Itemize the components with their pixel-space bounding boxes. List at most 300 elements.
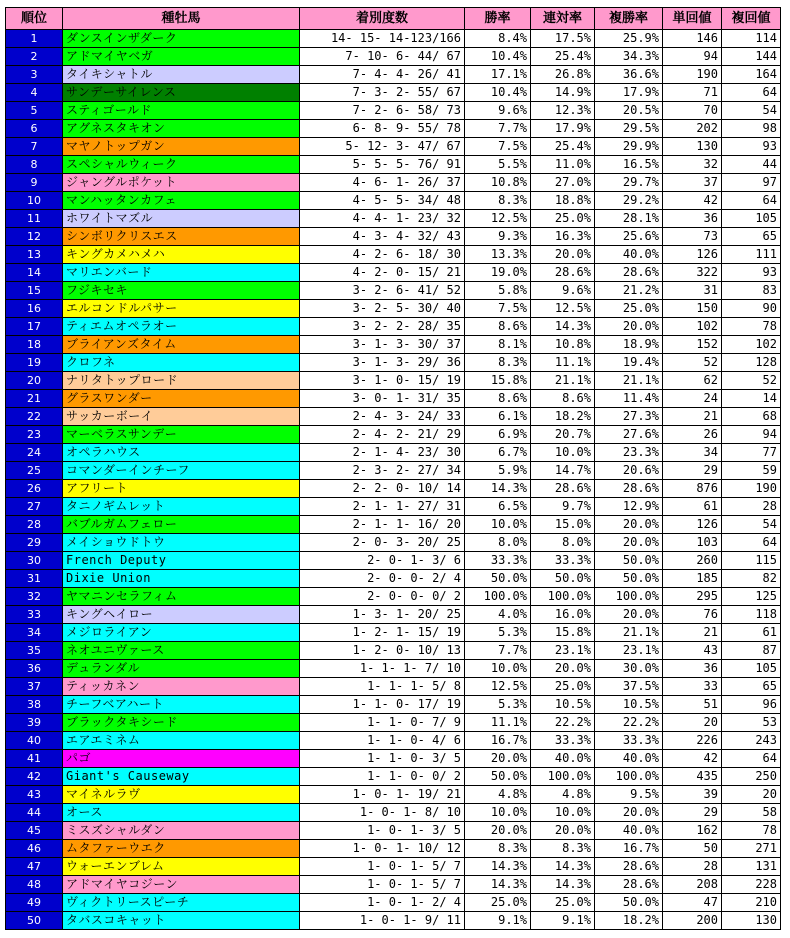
sire-name-cell: マンハッタンカフェ bbox=[63, 192, 300, 210]
win-rate-cell: 10.0% bbox=[465, 660, 531, 678]
win-rate-cell: 4.8% bbox=[465, 786, 531, 804]
rank-cell: 13 bbox=[6, 246, 63, 264]
quinella-rate-cell: 10.8% bbox=[531, 336, 595, 354]
sire-name-cell: ダンスインザダーク bbox=[63, 30, 300, 48]
quinella-rate-cell: 20.0% bbox=[531, 822, 595, 840]
show-return-cell: 64 bbox=[722, 750, 781, 768]
sire-name-cell: ムタファーウエク bbox=[63, 840, 300, 858]
show-return-cell: 243 bbox=[722, 732, 781, 750]
sire-name-cell: キングヘイロー bbox=[63, 606, 300, 624]
win-return-cell: 146 bbox=[663, 30, 722, 48]
quinella-rate-cell: 14.3% bbox=[531, 876, 595, 894]
win-rate-cell: 5.8% bbox=[465, 282, 531, 300]
sire-stats-table bbox=[5, 7, 781, 930]
win-rate-cell: 5.9% bbox=[465, 462, 531, 480]
record-cell: 1- 2- 0- 10/ 13 bbox=[300, 642, 465, 660]
sire-name-cell: デュランダル bbox=[63, 660, 300, 678]
record-cell: 2- 1- 1- 27/ 31 bbox=[300, 498, 465, 516]
show-return-cell: 14 bbox=[722, 390, 781, 408]
win-rate-cell: 14.3% bbox=[465, 876, 531, 894]
win-return-cell: 162 bbox=[663, 822, 722, 840]
sire-name-cell: マヤノトップガン bbox=[63, 138, 300, 156]
table-row bbox=[6, 516, 781, 534]
rank-cell: 30 bbox=[6, 552, 63, 570]
record-cell: 2- 0- 0- 2/ 4 bbox=[300, 570, 465, 588]
sire-name-cell: アドマイヤベガ bbox=[63, 48, 300, 66]
record-cell: 1- 0- 1- 8/ 10 bbox=[300, 804, 465, 822]
show-return-cell: 61 bbox=[722, 624, 781, 642]
win-rate-cell: 10.0% bbox=[465, 804, 531, 822]
table-row bbox=[6, 192, 781, 210]
win-rate-cell: 7.5% bbox=[465, 138, 531, 156]
table-row bbox=[6, 642, 781, 660]
show-return-cell: 125 bbox=[722, 588, 781, 606]
win-return-cell: 102 bbox=[663, 318, 722, 336]
table-row bbox=[6, 804, 781, 822]
show-return-cell: 164 bbox=[722, 66, 781, 84]
show-rate-cell: 20.0% bbox=[595, 606, 663, 624]
rank-cell: 45 bbox=[6, 822, 63, 840]
sire-name-cell: メジロライアン bbox=[63, 624, 300, 642]
record-cell: 1- 0- 1- 9/ 11 bbox=[300, 912, 465, 930]
table-row bbox=[6, 300, 781, 318]
quinella-rate-cell: 25.0% bbox=[531, 894, 595, 912]
win-rate-cell: 4.0% bbox=[465, 606, 531, 624]
rank-cell: 23 bbox=[6, 426, 63, 444]
record-cell: 2- 1- 4- 23/ 30 bbox=[300, 444, 465, 462]
quinella-rate-cell: 28.6% bbox=[531, 480, 595, 498]
sire-name-cell: アドマイヤコジーン bbox=[63, 876, 300, 894]
sire-name-cell: ジャングルポケット bbox=[63, 174, 300, 192]
rank-cell: 27 bbox=[6, 498, 63, 516]
show-rate-cell: 22.2% bbox=[595, 714, 663, 732]
show-rate-cell: 28.1% bbox=[595, 210, 663, 228]
quinella-rate-cell: 14.3% bbox=[531, 318, 595, 336]
win-return-cell: 126 bbox=[663, 516, 722, 534]
record-cell: 1- 1- 0- 7/ 9 bbox=[300, 714, 465, 732]
win-return-cell: 200 bbox=[663, 912, 722, 930]
win-rate-cell: 14.3% bbox=[465, 858, 531, 876]
show-rate-cell: 30.0% bbox=[595, 660, 663, 678]
rank-cell: 16 bbox=[6, 300, 63, 318]
rank-cell: 8 bbox=[6, 156, 63, 174]
table-row bbox=[6, 66, 781, 84]
show-return-cell: 111 bbox=[722, 246, 781, 264]
table-row bbox=[6, 624, 781, 642]
table-row bbox=[6, 732, 781, 750]
header-sire: 種牡馬 bbox=[63, 8, 300, 30]
win-return-cell: 43 bbox=[663, 642, 722, 660]
rank-cell: 40 bbox=[6, 732, 63, 750]
show-rate-cell: 34.3% bbox=[595, 48, 663, 66]
show-return-cell: 102 bbox=[722, 336, 781, 354]
sire-name-cell: タバスコキャット bbox=[63, 912, 300, 930]
show-return-cell: 271 bbox=[722, 840, 781, 858]
record-cell: 1- 0- 1- 5/ 7 bbox=[300, 876, 465, 894]
show-rate-cell: 29.2% bbox=[595, 192, 663, 210]
win-rate-cell: 8.6% bbox=[465, 390, 531, 408]
show-rate-cell: 50.0% bbox=[595, 894, 663, 912]
header-row bbox=[6, 8, 781, 30]
sire-name-cell: サンデーサイレンス bbox=[63, 84, 300, 102]
show-return-cell: 190 bbox=[722, 480, 781, 498]
rank-cell: 31 bbox=[6, 570, 63, 588]
win-return-cell: 152 bbox=[663, 336, 722, 354]
record-cell: 7- 4- 4- 26/ 41 bbox=[300, 66, 465, 84]
win-return-cell: 37 bbox=[663, 174, 722, 192]
table-row bbox=[6, 768, 781, 786]
table-row bbox=[6, 372, 781, 390]
record-cell: 1- 0- 1- 2/ 4 bbox=[300, 894, 465, 912]
rank-cell: 18 bbox=[6, 336, 63, 354]
table-row bbox=[6, 426, 781, 444]
quinella-rate-cell: 10.0% bbox=[531, 444, 595, 462]
table-row bbox=[6, 318, 781, 336]
show-return-cell: 65 bbox=[722, 228, 781, 246]
show-return-cell: 114 bbox=[722, 30, 781, 48]
show-rate-cell: 9.5% bbox=[595, 786, 663, 804]
win-rate-cell: 6.9% bbox=[465, 426, 531, 444]
show-rate-cell: 36.6% bbox=[595, 66, 663, 84]
show-return-cell: 65 bbox=[722, 678, 781, 696]
show-return-cell: 54 bbox=[722, 102, 781, 120]
table-row bbox=[6, 714, 781, 732]
table-row bbox=[6, 210, 781, 228]
sire-name-cell: バブルガムフェロー bbox=[63, 516, 300, 534]
sire-name-cell: タニノギムレット bbox=[63, 498, 300, 516]
show-rate-cell: 50.0% bbox=[595, 570, 663, 588]
win-return-cell: 36 bbox=[663, 210, 722, 228]
win-rate-cell: 15.8% bbox=[465, 372, 531, 390]
rank-cell: 9 bbox=[6, 174, 63, 192]
win-rate-cell: 10.8% bbox=[465, 174, 531, 192]
win-rate-cell: 7.7% bbox=[465, 120, 531, 138]
record-cell: 2- 0- 0- 0/ 2 bbox=[300, 588, 465, 606]
record-cell: 3- 0- 1- 31/ 35 bbox=[300, 390, 465, 408]
show-return-cell: 83 bbox=[722, 282, 781, 300]
table-row bbox=[6, 84, 781, 102]
table-row bbox=[6, 912, 781, 930]
quinella-rate-cell: 40.0% bbox=[531, 750, 595, 768]
record-cell: 14- 15- 14-123/166 bbox=[300, 30, 465, 48]
win-rate-cell: 19.0% bbox=[465, 264, 531, 282]
win-rate-cell: 5.3% bbox=[465, 696, 531, 714]
sire-name-cell: Giant's Causeway bbox=[63, 768, 300, 786]
show-return-cell: 105 bbox=[722, 210, 781, 228]
rank-cell: 43 bbox=[6, 786, 63, 804]
sire-name-cell: エアエミネム bbox=[63, 732, 300, 750]
quinella-rate-cell: 9.1% bbox=[531, 912, 595, 930]
quinella-rate-cell: 27.0% bbox=[531, 174, 595, 192]
win-return-cell: 29 bbox=[663, 462, 722, 480]
win-return-cell: 260 bbox=[663, 552, 722, 570]
show-rate-cell: 29.5% bbox=[595, 120, 663, 138]
rank-cell: 2 bbox=[6, 48, 63, 66]
show-rate-cell: 12.9% bbox=[595, 498, 663, 516]
win-return-cell: 42 bbox=[663, 192, 722, 210]
rank-cell: 37 bbox=[6, 678, 63, 696]
record-cell: 3- 2- 2- 28/ 35 bbox=[300, 318, 465, 336]
show-return-cell: 228 bbox=[722, 876, 781, 894]
quinella-rate-cell: 16.0% bbox=[531, 606, 595, 624]
record-cell: 4- 2- 6- 18/ 30 bbox=[300, 246, 465, 264]
show-rate-cell: 29.7% bbox=[595, 174, 663, 192]
win-rate-cell: 33.3% bbox=[465, 552, 531, 570]
show-rate-cell: 37.5% bbox=[595, 678, 663, 696]
sire-name-cell: スペシャルウィーク bbox=[63, 156, 300, 174]
show-rate-cell: 28.6% bbox=[595, 480, 663, 498]
show-rate-cell: 16.7% bbox=[595, 840, 663, 858]
win-rate-cell: 12.5% bbox=[465, 210, 531, 228]
win-return-cell: 61 bbox=[663, 498, 722, 516]
win-rate-cell: 6.7% bbox=[465, 444, 531, 462]
sire-name-cell: French Deputy bbox=[63, 552, 300, 570]
sire-name-cell: Dixie Union bbox=[63, 570, 300, 588]
table-row bbox=[6, 282, 781, 300]
table-row bbox=[6, 354, 781, 372]
quinella-rate-cell: 21.1% bbox=[531, 372, 595, 390]
win-return-cell: 126 bbox=[663, 246, 722, 264]
record-cell: 4- 5- 5- 34/ 48 bbox=[300, 192, 465, 210]
show-return-cell: 115 bbox=[722, 552, 781, 570]
sire-name-cell: チーフベアハート bbox=[63, 696, 300, 714]
table-row bbox=[6, 228, 781, 246]
win-return-cell: 130 bbox=[663, 138, 722, 156]
rank-cell: 7 bbox=[6, 138, 63, 156]
sire-name-cell: オース bbox=[63, 804, 300, 822]
win-rate-cell: 50.0% bbox=[465, 768, 531, 786]
table-row bbox=[6, 390, 781, 408]
quinella-rate-cell: 18.8% bbox=[531, 192, 595, 210]
record-cell: 7- 3- 2- 55/ 67 bbox=[300, 84, 465, 102]
sire-name-cell: グラスワンダー bbox=[63, 390, 300, 408]
win-rate-cell: 10.4% bbox=[465, 84, 531, 102]
show-rate-cell: 20.0% bbox=[595, 318, 663, 336]
show-return-cell: 131 bbox=[722, 858, 781, 876]
sire-name-cell: マリエンバード bbox=[63, 264, 300, 282]
record-cell: 1- 1- 0- 0/ 2 bbox=[300, 768, 465, 786]
quinella-rate-cell: 25.0% bbox=[531, 678, 595, 696]
record-cell: 2- 0- 1- 3/ 6 bbox=[300, 552, 465, 570]
record-cell: 1- 1- 0- 17/ 19 bbox=[300, 696, 465, 714]
quinella-rate-cell: 12.3% bbox=[531, 102, 595, 120]
quinella-rate-cell: 100.0% bbox=[531, 768, 595, 786]
table-row bbox=[6, 48, 781, 66]
quinella-rate-cell: 33.3% bbox=[531, 552, 595, 570]
quinella-rate-cell: 26.8% bbox=[531, 66, 595, 84]
show-rate-cell: 21.1% bbox=[595, 624, 663, 642]
record-cell: 1- 0- 1- 19/ 21 bbox=[300, 786, 465, 804]
win-return-cell: 28 bbox=[663, 858, 722, 876]
record-cell: 5- 5- 5- 76/ 91 bbox=[300, 156, 465, 174]
show-return-cell: 250 bbox=[722, 768, 781, 786]
show-return-cell: 44 bbox=[722, 156, 781, 174]
win-rate-cell: 9.3% bbox=[465, 228, 531, 246]
show-return-cell: 90 bbox=[722, 300, 781, 318]
table-row bbox=[6, 156, 781, 174]
rank-cell: 32 bbox=[6, 588, 63, 606]
table-row bbox=[6, 444, 781, 462]
show-return-cell: 78 bbox=[722, 822, 781, 840]
quinella-rate-cell: 8.0% bbox=[531, 534, 595, 552]
rank-cell: 14 bbox=[6, 264, 63, 282]
sire-name-cell: コマンダーインチーフ bbox=[63, 462, 300, 480]
rank-cell: 20 bbox=[6, 372, 63, 390]
quinella-rate-cell: 14.3% bbox=[531, 858, 595, 876]
quinella-rate-cell: 8.6% bbox=[531, 390, 595, 408]
show-return-cell: 87 bbox=[722, 642, 781, 660]
show-rate-cell: 40.0% bbox=[595, 822, 663, 840]
quinella-rate-cell: 8.3% bbox=[531, 840, 595, 858]
show-return-cell: 54 bbox=[722, 516, 781, 534]
table-row bbox=[6, 696, 781, 714]
show-rate-cell: 29.9% bbox=[595, 138, 663, 156]
win-return-cell: 435 bbox=[663, 768, 722, 786]
show-return-cell: 64 bbox=[722, 192, 781, 210]
quinella-rate-cell: 25.0% bbox=[531, 210, 595, 228]
show-return-cell: 97 bbox=[722, 174, 781, 192]
show-rate-cell: 20.0% bbox=[595, 804, 663, 822]
table-row bbox=[6, 840, 781, 858]
sire-name-cell: ヤマニンセラフィム bbox=[63, 588, 300, 606]
record-cell: 3- 1- 3- 30/ 37 bbox=[300, 336, 465, 354]
table-row bbox=[6, 660, 781, 678]
show-rate-cell: 27.3% bbox=[595, 408, 663, 426]
show-return-cell: 130 bbox=[722, 912, 781, 930]
win-return-cell: 226 bbox=[663, 732, 722, 750]
rank-cell: 12 bbox=[6, 228, 63, 246]
win-rate-cell: 10.0% bbox=[465, 516, 531, 534]
show-return-cell: 98 bbox=[722, 120, 781, 138]
rank-cell: 10 bbox=[6, 192, 63, 210]
win-rate-cell: 5.3% bbox=[465, 624, 531, 642]
show-rate-cell: 18.9% bbox=[595, 336, 663, 354]
show-return-cell: 20 bbox=[722, 786, 781, 804]
quinella-rate-cell: 10.5% bbox=[531, 696, 595, 714]
table-row bbox=[6, 534, 781, 552]
rank-cell: 44 bbox=[6, 804, 63, 822]
quinella-rate-cell: 11.1% bbox=[531, 354, 595, 372]
show-rate-cell: 100.0% bbox=[595, 768, 663, 786]
win-rate-cell: 10.4% bbox=[465, 48, 531, 66]
record-cell: 1- 0- 1- 5/ 7 bbox=[300, 858, 465, 876]
win-return-cell: 70 bbox=[663, 102, 722, 120]
table-row bbox=[6, 120, 781, 138]
win-rate-cell: 20.0% bbox=[465, 822, 531, 840]
show-return-cell: 128 bbox=[722, 354, 781, 372]
show-return-cell: 64 bbox=[722, 534, 781, 552]
show-rate-cell: 21.2% bbox=[595, 282, 663, 300]
record-cell: 6- 8- 9- 55/ 78 bbox=[300, 120, 465, 138]
sire-name-cell: ブラックタキシード bbox=[63, 714, 300, 732]
quinella-rate-cell: 25.4% bbox=[531, 138, 595, 156]
show-return-cell: 64 bbox=[722, 84, 781, 102]
show-rate-cell: 28.6% bbox=[595, 264, 663, 282]
show-return-cell: 68 bbox=[722, 408, 781, 426]
win-rate-cell: 8.3% bbox=[465, 840, 531, 858]
win-return-cell: 150 bbox=[663, 300, 722, 318]
win-return-cell: 185 bbox=[663, 570, 722, 588]
win-return-cell: 47 bbox=[663, 894, 722, 912]
win-rate-cell: 7.7% bbox=[465, 642, 531, 660]
quinella-rate-cell: 23.1% bbox=[531, 642, 595, 660]
show-return-cell: 118 bbox=[722, 606, 781, 624]
rank-cell: 1 bbox=[6, 30, 63, 48]
quinella-rate-cell: 12.5% bbox=[531, 300, 595, 318]
show-rate-cell: 11.4% bbox=[595, 390, 663, 408]
rank-cell: 21 bbox=[6, 390, 63, 408]
quinella-rate-cell: 14.7% bbox=[531, 462, 595, 480]
win-return-cell: 24 bbox=[663, 390, 722, 408]
rank-cell: 39 bbox=[6, 714, 63, 732]
sire-name-cell: キングカメハメハ bbox=[63, 246, 300, 264]
show-rate-cell: 20.0% bbox=[595, 534, 663, 552]
win-return-cell: 202 bbox=[663, 120, 722, 138]
record-cell: 2- 3- 2- 27/ 34 bbox=[300, 462, 465, 480]
record-cell: 1- 0- 1- 3/ 5 bbox=[300, 822, 465, 840]
table-row bbox=[6, 498, 781, 516]
show-rate-cell: 23.3% bbox=[595, 444, 663, 462]
show-return-cell: 28 bbox=[722, 498, 781, 516]
show-return-cell: 210 bbox=[722, 894, 781, 912]
show-rate-cell: 18.2% bbox=[595, 912, 663, 930]
show-rate-cell: 28.6% bbox=[595, 876, 663, 894]
show-return-cell: 82 bbox=[722, 570, 781, 588]
win-return-cell: 39 bbox=[663, 786, 722, 804]
win-return-cell: 295 bbox=[663, 588, 722, 606]
table-row bbox=[6, 678, 781, 696]
win-rate-cell: 20.0% bbox=[465, 750, 531, 768]
quinella-rate-cell: 9.7% bbox=[531, 498, 595, 516]
sire-name-cell: アフリート bbox=[63, 480, 300, 498]
sire-name-cell: ティッカネン bbox=[63, 678, 300, 696]
win-rate-cell: 16.7% bbox=[465, 732, 531, 750]
record-cell: 1- 1- 1- 5/ 8 bbox=[300, 678, 465, 696]
header-rank: 順位 bbox=[6, 8, 63, 30]
win-rate-cell: 8.3% bbox=[465, 192, 531, 210]
win-rate-cell: 9.6% bbox=[465, 102, 531, 120]
record-cell: 4- 6- 1- 26/ 37 bbox=[300, 174, 465, 192]
win-rate-cell: 9.1% bbox=[465, 912, 531, 930]
win-return-cell: 21 bbox=[663, 408, 722, 426]
table-row bbox=[6, 858, 781, 876]
win-return-cell: 26 bbox=[663, 426, 722, 444]
win-rate-cell: 6.5% bbox=[465, 498, 531, 516]
rank-cell: 11 bbox=[6, 210, 63, 228]
win-rate-cell: 8.3% bbox=[465, 354, 531, 372]
show-rate-cell: 19.4% bbox=[595, 354, 663, 372]
show-rate-cell: 25.9% bbox=[595, 30, 663, 48]
quinella-rate-cell: 22.2% bbox=[531, 714, 595, 732]
sire-name-cell: クロフネ bbox=[63, 354, 300, 372]
sire-name-cell: ホワイトマズル bbox=[63, 210, 300, 228]
win-return-cell: 33 bbox=[663, 678, 722, 696]
sire-name-cell: マーベラスサンデー bbox=[63, 426, 300, 444]
rank-cell: 25 bbox=[6, 462, 63, 480]
show-return-cell: 96 bbox=[722, 696, 781, 714]
show-rate-cell: 28.6% bbox=[595, 858, 663, 876]
record-cell: 1- 3- 1- 20/ 25 bbox=[300, 606, 465, 624]
sire-name-cell: タイキシャトル bbox=[63, 66, 300, 84]
quinella-rate-cell: 15.0% bbox=[531, 516, 595, 534]
win-rate-cell: 13.3% bbox=[465, 246, 531, 264]
table-row bbox=[6, 408, 781, 426]
show-return-cell: 93 bbox=[722, 264, 781, 282]
rank-cell: 24 bbox=[6, 444, 63, 462]
win-rate-cell: 5.5% bbox=[465, 156, 531, 174]
rank-cell: 15 bbox=[6, 282, 63, 300]
rank-cell: 28 bbox=[6, 516, 63, 534]
